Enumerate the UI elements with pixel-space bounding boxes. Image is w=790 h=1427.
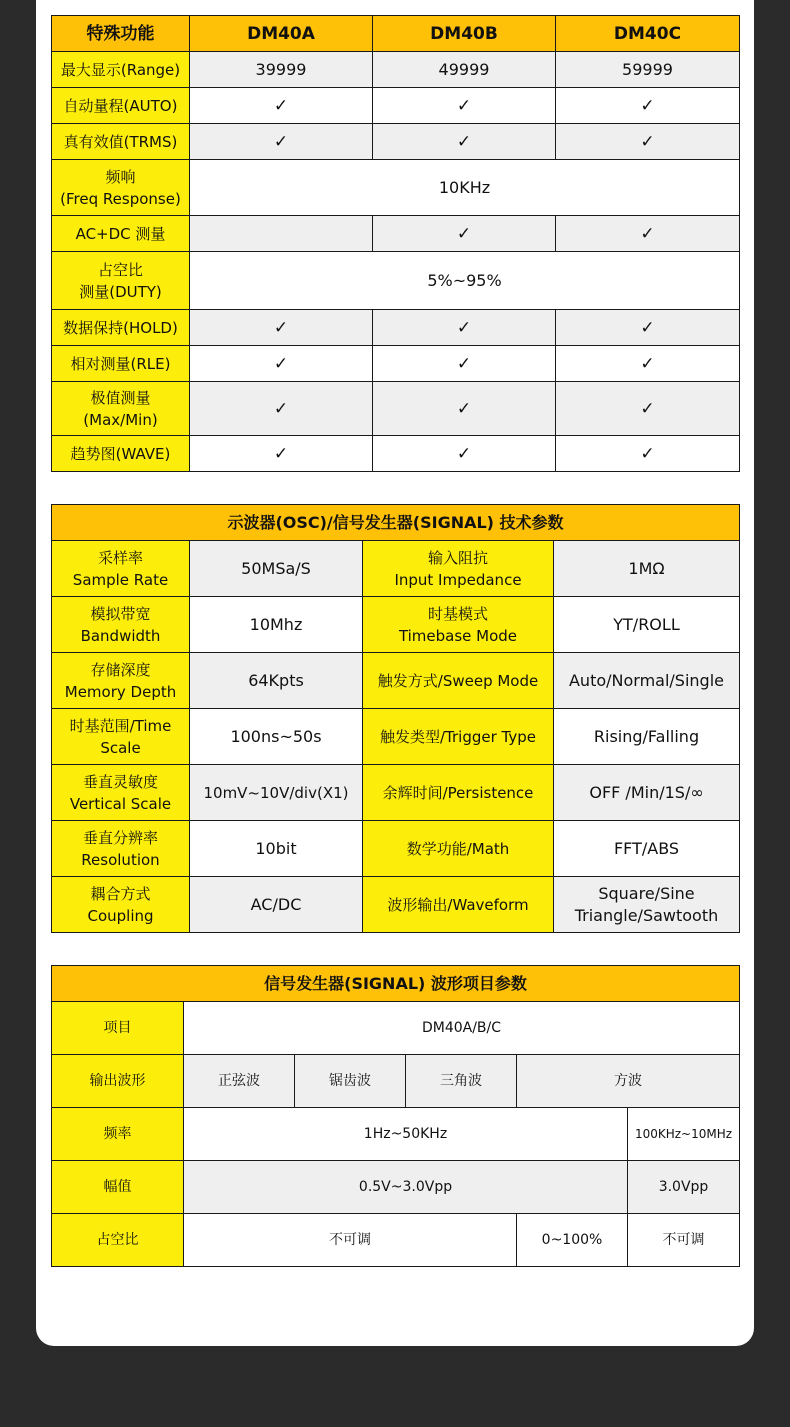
param-label <box>52 653 190 709</box>
freq-label: 频率 <box>52 1108 184 1161</box>
check-mark: ✓ <box>556 216 740 252</box>
table-row <box>52 346 740 382</box>
label-line: 模拟带宽 <box>90 604 151 623</box>
param-value: 1MΩ <box>554 541 740 597</box>
param-label: 数学功能/Math <box>363 821 554 877</box>
table-row <box>52 1055 740 1108</box>
check-mark: ✓ <box>373 382 556 436</box>
check-mark: ✓ <box>556 346 740 382</box>
param-label: 余辉时间/Persistence <box>363 765 554 821</box>
row-label-trms: 真有效值(TRMS) <box>52 124 190 160</box>
header-feature: 特殊功能 <box>52 16 190 52</box>
check-mark: ✓ <box>373 88 556 124</box>
label-line: Timebase Mode <box>398 626 518 645</box>
duty-main: 不可调 <box>184 1214 517 1267</box>
param-value: OFF /Min/1S/∞ <box>554 765 740 821</box>
duty-mid: 0~100% <box>517 1214 628 1267</box>
label-line: Scale <box>100 738 141 757</box>
label-line: (Freq Response) <box>60 189 181 208</box>
item-label: 项目 <box>52 1002 184 1055</box>
empty-cell <box>190 216 373 252</box>
wave-label: 输出波形 <box>52 1055 184 1108</box>
table-row <box>52 1161 740 1214</box>
feature-header-row <box>52 16 740 52</box>
label-line: Bandwidth <box>80 626 161 645</box>
check-mark: ✓ <box>556 88 740 124</box>
table-row <box>52 709 740 765</box>
signal-table-title: 信号发生器(SIGNAL) 波形项目参数 <box>52 966 740 1002</box>
table-row <box>52 124 740 160</box>
osc-table-title: 示波器(OSC)/信号发生器(SIGNAL) 技术参数 <box>52 505 740 541</box>
item-value: DM40A/B/C <box>184 1002 740 1055</box>
table-row <box>52 1108 740 1161</box>
table-row <box>52 653 740 709</box>
param-value: 10bit <box>190 821 363 877</box>
check-mark: ✓ <box>190 436 373 472</box>
amp-square: 3.0Vpp <box>628 1161 740 1214</box>
row-label-rle: 相对测量(RLE) <box>52 346 190 382</box>
table-row <box>52 88 740 124</box>
label-line: 频响 <box>105 167 136 186</box>
label-line: 输入阻抗 <box>427 548 488 567</box>
param-label <box>52 877 190 933</box>
table-row <box>52 765 740 821</box>
table-row <box>52 382 740 436</box>
freq-square: 100KHz~10MHz <box>628 1108 740 1161</box>
label-line: (Max/Min) <box>83 410 158 429</box>
check-mark: ✓ <box>190 88 373 124</box>
label-line: 存储深度 <box>90 660 151 679</box>
check-mark: ✓ <box>190 124 373 160</box>
row-label-wave: 趋势图(WAVE) <box>52 436 190 472</box>
cell-value: 39999 <box>190 52 373 88</box>
check-mark: ✓ <box>373 310 556 346</box>
row-label-freq-response <box>52 160 190 216</box>
table-row <box>52 877 740 933</box>
param-value: Rising/Falling <box>554 709 740 765</box>
label-line: 占空比 <box>97 260 143 279</box>
header-dm40c: DM40C <box>556 16 740 52</box>
param-label: 触发类型/Trigger Type <box>363 709 554 765</box>
param-value: AC/DC <box>190 877 363 933</box>
param-value: 64Kpts <box>190 653 363 709</box>
duty-square: 不可调 <box>628 1214 740 1267</box>
param-value: Auto/Normal/Single <box>554 653 740 709</box>
table-row <box>52 52 740 88</box>
check-mark: ✓ <box>373 346 556 382</box>
cell-value: 10KHz <box>190 160 740 216</box>
check-mark: ✓ <box>190 346 373 382</box>
label-line: 测量(DUTY) <box>79 282 162 301</box>
check-mark: ✓ <box>556 124 740 160</box>
row-label-maxmin <box>52 382 190 436</box>
param-label <box>363 597 554 653</box>
table-row <box>52 436 740 472</box>
label-line: Coupling <box>87 906 154 925</box>
check-mark: ✓ <box>556 436 740 472</box>
signal-wave-table <box>51 965 740 1267</box>
osc-spec-table <box>51 504 740 933</box>
cell-value: 5%~95% <box>190 252 740 310</box>
value-line: Square/Sine <box>598 883 695 903</box>
param-value: 50MSa/S <box>190 541 363 597</box>
cell-value: 59999 <box>556 52 740 88</box>
header-dm40b: DM40B <box>373 16 556 52</box>
check-mark: ✓ <box>373 216 556 252</box>
cell-value: 49999 <box>373 52 556 88</box>
label-line: 时基范围/Time <box>69 716 172 735</box>
param-value: 100ns~50s <box>190 709 363 765</box>
param-label <box>52 709 190 765</box>
feature-table <box>51 15 740 472</box>
label-line: 时基模式 <box>427 604 488 623</box>
value-line: Triangle/Sawtooth <box>574 905 719 925</box>
label-line: Sample Rate <box>72 570 169 589</box>
check-mark: ✓ <box>190 310 373 346</box>
check-mark: ✓ <box>373 436 556 472</box>
param-label: 触发方式/Sweep Mode <box>363 653 554 709</box>
check-mark: ✓ <box>556 310 740 346</box>
row-label-range: 最大显示(Range) <box>52 52 190 88</box>
label-line: 垂直分辨率 <box>82 828 158 847</box>
row-label-auto: 自动量程(AUTO) <box>52 88 190 124</box>
check-mark: ✓ <box>373 124 556 160</box>
param-value: 10Mhz <box>190 597 363 653</box>
param-label: 波形输出/Waveform <box>363 877 554 933</box>
table-row <box>52 1002 740 1055</box>
amp-main: 0.5V~3.0Vpp <box>184 1161 628 1214</box>
wave-sine: 正弦波 <box>184 1055 295 1108</box>
wave-square: 方波 <box>517 1055 740 1108</box>
table-row <box>52 252 740 310</box>
label-line: 耦合方式 <box>90 884 151 903</box>
label-line: 垂直灵敏度 <box>82 772 158 791</box>
freq-main: 1Hz~50KHz <box>184 1108 628 1161</box>
table-row <box>52 821 740 877</box>
table-row <box>52 160 740 216</box>
header-dm40a: DM40A <box>190 16 373 52</box>
table-row <box>52 597 740 653</box>
label-line: Memory Depth <box>64 682 177 701</box>
check-mark: ✓ <box>190 382 373 436</box>
table-row <box>52 541 740 597</box>
param-label <box>363 541 554 597</box>
param-label <box>52 541 190 597</box>
wave-sawtooth: 锯齿波 <box>295 1055 406 1108</box>
param-label <box>52 821 190 877</box>
table-row <box>52 310 740 346</box>
label-line: Input Impedance <box>394 570 522 589</box>
duty-label: 占空比 <box>52 1214 184 1267</box>
table-row <box>52 1214 740 1267</box>
row-label-acdc: AC+DC 测量 <box>52 216 190 252</box>
param-label <box>52 597 190 653</box>
table-row <box>52 216 740 252</box>
check-mark: ✓ <box>556 382 740 436</box>
param-value: 10mV~10V/div(X1) <box>190 765 363 821</box>
row-label-duty <box>52 252 190 310</box>
amp-label: 幅值 <box>52 1161 184 1214</box>
wave-triangle: 三角波 <box>406 1055 517 1108</box>
param-value <box>554 877 740 933</box>
label-line: 极值测量 <box>90 388 151 407</box>
label-line: 采样率 <box>97 548 143 567</box>
param-value: FFT/ABS <box>554 821 740 877</box>
row-label-hold: 数据保持(HOLD) <box>52 310 190 346</box>
label-line: Resolution <box>81 850 160 869</box>
param-label <box>52 765 190 821</box>
param-value: YT/ROLL <box>554 597 740 653</box>
label-line: Vertical Scale <box>69 794 172 813</box>
